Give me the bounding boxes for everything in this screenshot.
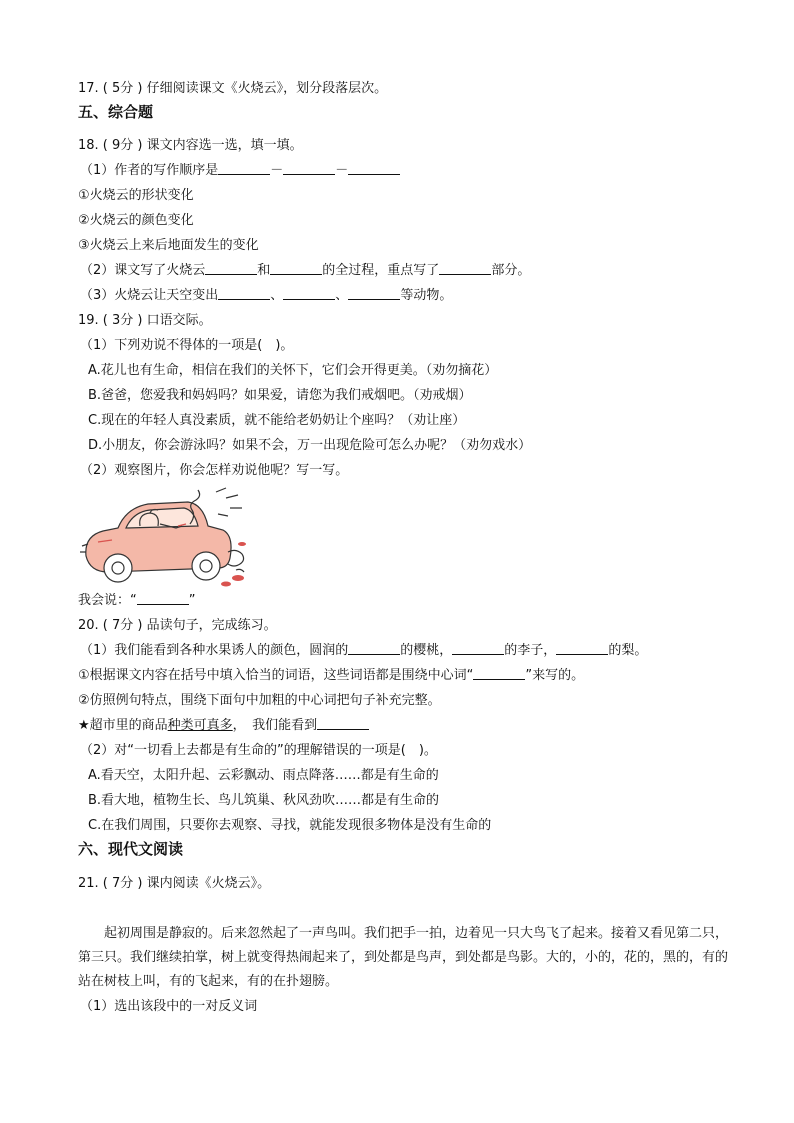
car-driver-smoking-illustration: [78, 486, 248, 591]
q18-part1: [80, 162, 400, 179]
q19-part2: （2）观察图片，你会怎样劝说他呢？写一写。: [80, 463, 349, 478]
q19-option-b: B.爸爸，您爱我和妈妈吗？如果爱，请您为我们戒烟吧。（劝戒烟）: [88, 388, 472, 403]
q20-sub1: [78, 667, 584, 684]
answer-blank[interactable]: [218, 162, 270, 175]
q18-option-2: ②火烧云的颜色变化: [78, 213, 194, 228]
q19-answer-line: [78, 592, 196, 609]
q19-answer-prefix: 我会说：“: [78, 593, 137, 608]
dash: －: [335, 163, 349, 178]
q18-part3-text: （3）火烧云让天空变出: [80, 288, 219, 303]
q18-part3: [80, 287, 452, 304]
answer-blank[interactable]: [317, 717, 369, 730]
q20-sub1-text: ①根据课文内容在括号中填入恰当的词语，这些词语都是围绕中心词“: [78, 668, 474, 683]
section-5-title: 五、综合题: [78, 103, 154, 121]
q18-header: 18. ( 9分 ) 课文内容选一选，填一填。: [78, 138, 303, 153]
q21-passage: 起初周围是静寂的。后来忽然起了一声鸟叫。我们把手一拍，边着见一只大鸟飞了起来。接着又看见第二只，第三只。我们继续拍掌，树上就变得热闹起来了，到处都是鸟声，到处都是鸟影。大的，小的，花的，黑的，有的站在树枝上叫，有的飞起来，有的在扑翅膀。: [78, 926, 729, 989]
q20-part1-text: 的李子，: [504, 643, 557, 658]
q20-part1-text: 的梨。: [608, 643, 648, 658]
q20-star-text: ， 我们能看到: [232, 718, 318, 733]
q18-part1-text: （1）作者的写作顺序是: [80, 163, 219, 178]
q19-part1: （1）下列劝说不得体的一项是( )。: [80, 338, 294, 353]
q20-part2: （2）对“一切看上去都是有生命的”的理解错误的一项是( )。: [80, 743, 437, 758]
answer-blank[interactable]: [218, 287, 270, 300]
q20-part1: [80, 642, 647, 659]
q19-option-d: D.小朋友，你会游泳吗？如果不会，万一出现危险可怎么办呢？（劝勿戏水）: [88, 438, 532, 453]
answer-blank[interactable]: [283, 287, 335, 300]
q18-part2-text: 和: [257, 263, 271, 278]
answer-blank[interactable]: [348, 162, 400, 175]
q19-header: 19. ( 3分 ) 口语交际。: [78, 313, 212, 328]
q20-part1-text: （1）我们能看到各种水果诱人的颜色，圆润的: [80, 643, 349, 658]
q20-header: 20. ( 7分 ) 品读句子，完成练习。: [78, 618, 277, 633]
answer-blank[interactable]: [270, 262, 322, 275]
q19-option-a: A.花儿也有生命，相信在我们的关怀下，它们会开得更美。（劝勿摘花）: [88, 363, 498, 378]
q21-part1: （1）选出该段中的一对反义词: [80, 999, 258, 1014]
dash: －: [270, 163, 284, 178]
q20-option-c: C.在我们周围，只要你去观察、寻找，就能发现很多物体是没有生命的: [88, 818, 492, 833]
q20-sub2: ②仿照例句特点，围绕下面句中加粗的中心词把句子补充完整。: [78, 693, 441, 708]
answer-blank[interactable]: [473, 667, 525, 680]
q20-option-a: A.看天空，太阳升起、云彩飘动、雨点降落……都是有生命的: [88, 768, 439, 783]
q20-star-text: ★超市里的商品: [78, 718, 168, 733]
q20-star-line: [78, 717, 369, 734]
separator: 、: [270, 288, 284, 303]
q18-part2-text: 部分。: [491, 263, 531, 278]
q18-option-1: ①火烧云的形状变化: [78, 188, 194, 203]
q20-part1-text: 的樱桃，: [400, 643, 453, 658]
q18-part2-text: 的全过程，重点写了: [322, 263, 440, 278]
q20-option-b: B.看大地，植物生长、鸟儿筑巢、秋风劲吹……都是有生命的: [88, 793, 440, 808]
answer-blank[interactable]: [283, 162, 335, 175]
separator: 、: [335, 288, 349, 303]
q18-part2-text: （2）课文写了火烧云: [80, 263, 206, 278]
q21-header: 21. ( 7分 ) 课内阅读《火烧云》。: [78, 876, 271, 891]
q19-answer-suffix: ”: [188, 593, 196, 608]
q18-part2: [80, 262, 530, 279]
section-6-title: 六、现代文阅读: [78, 840, 184, 858]
q19-option-c: C.现在的年轻人真没素质，就不能给老奶奶让个座吗？（劝让座）: [88, 413, 466, 428]
answer-blank[interactable]: [556, 642, 608, 655]
answer-blank[interactable]: [439, 262, 491, 275]
answer-blank[interactable]: [452, 642, 504, 655]
answer-blank[interactable]: [348, 642, 400, 655]
answer-blank[interactable]: [205, 262, 257, 275]
answer-blank[interactable]: [137, 592, 189, 605]
q18-option-3: ③火烧云上来后地面发生的变化: [78, 238, 259, 253]
answer-blank[interactable]: [348, 287, 400, 300]
q18-part3-text: 等动物。: [400, 288, 453, 303]
q17-text: 17. ( 5分 ) 仔细阅读课文《火烧云》，划分段落层次。: [78, 81, 388, 96]
q20-sub1-text: ”来写的。: [525, 668, 585, 683]
q20-star-keyword: 种类可真多: [167, 718, 233, 733]
